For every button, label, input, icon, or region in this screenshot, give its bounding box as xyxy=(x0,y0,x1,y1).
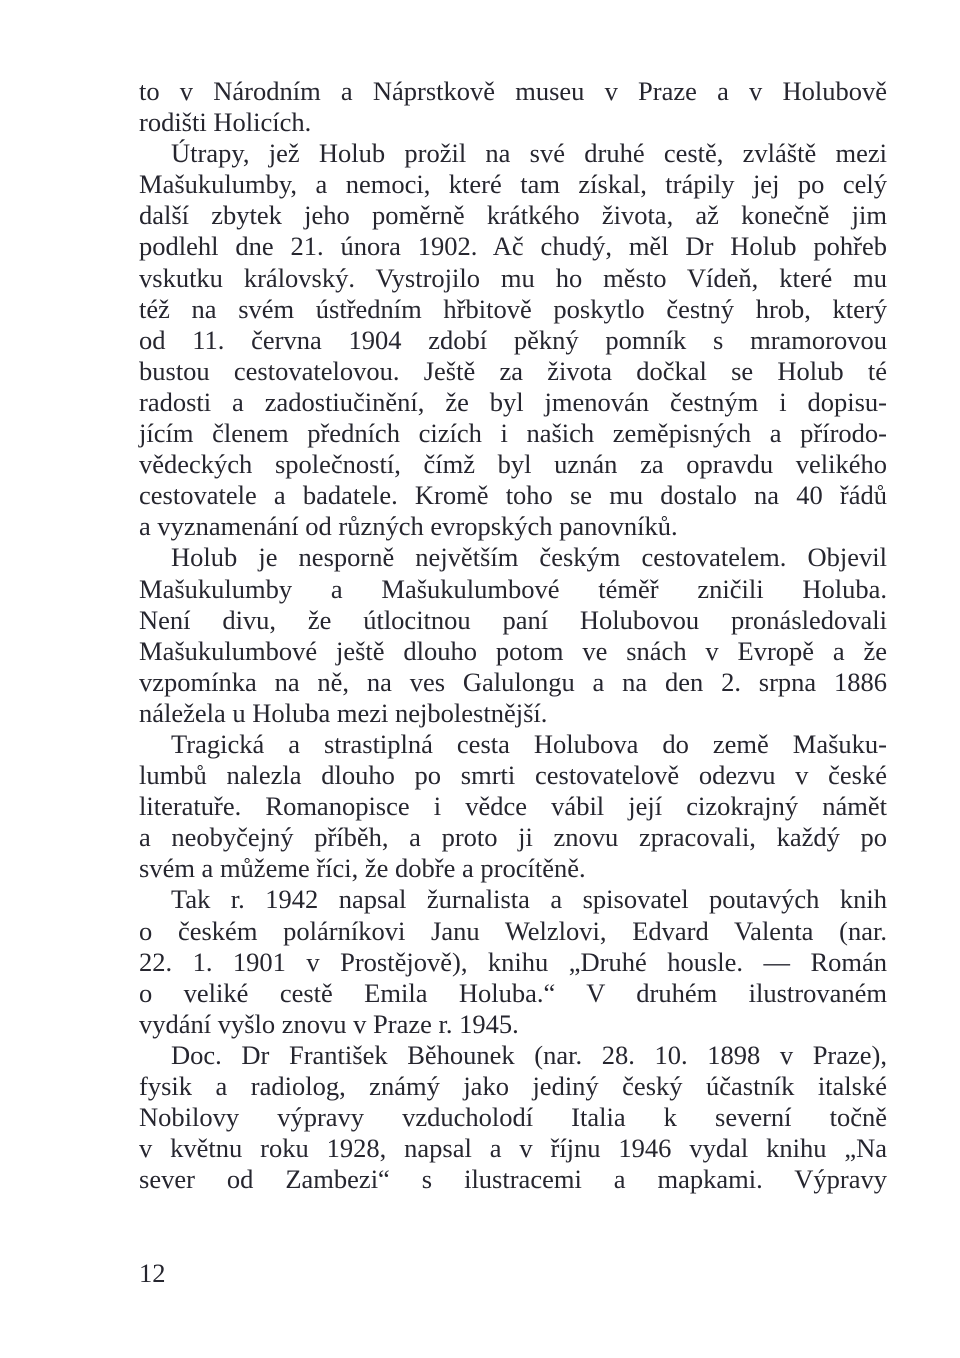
text-line: o českém polárníkovi Janu Welzlovi, Edvard Valenta (nar. xyxy=(139,915,887,946)
text-line: Útrapy, jež Holub prožil na své druhé cestě, zvláště mezi xyxy=(171,138,887,169)
text-line: sever od Zambezi“ s ilustracemi a mapkami. Výpravy xyxy=(139,1164,887,1195)
text-line: vydání vyšlo znovu v Praze r. 1945. xyxy=(139,1008,519,1039)
text-line: Doc. Dr František Běhounek (nar. 28. 10. 1898 v Praze), xyxy=(171,1039,887,1070)
text-line: to v Národním a Náprstkově museu v Praze a v Holubově xyxy=(139,76,887,106)
text-line: vskutku královský. Vystrojilo mu ho město Vídeň, které mu xyxy=(139,262,887,293)
text-line: fysik a radiolog, známý jako jediný český účastník italské xyxy=(139,1071,887,1101)
text-line: Tak r. 1942 napsal žurnalista a spisovatel poutavých knih xyxy=(171,884,887,915)
text-line: rodišti Holicích. xyxy=(139,107,312,138)
text-line: svém a můžeme říci, že dobře a procítěně. xyxy=(139,853,586,884)
text-line: Holub je nesporně největším českým cestovatelem. Objevil xyxy=(171,542,887,573)
text-line: cestovatele a badatele. Kromě toho se mu dostalo na 40 řádů xyxy=(139,480,887,511)
text-line: a vyznamenání od různých evropských panovníků. xyxy=(139,511,678,542)
text-line: též na svém ústředním hřbitově poskytlo čestný hrob, který xyxy=(139,293,887,324)
text-line: podlehl dne 21. února 1902. Ač chudý, měl Dr Holub pohřeb xyxy=(139,231,887,262)
text-line: Není divu, že útlocitnou paní Holubovou pronásledovali xyxy=(139,604,887,635)
body-text xyxy=(139,76,887,1195)
text-line: Mašukulumbové ještě dlouho potom ve snách v Evropě a že xyxy=(139,635,887,666)
text-line: Tragická a strastiplná cesta Holubova do země Mašuku- xyxy=(171,728,887,759)
text-line: vědeckých společností, čímž byl uznán za opravdu velikého xyxy=(139,449,887,480)
text-line: jícím členem předních cizích i našich zeměpisných a přírodo- xyxy=(139,418,887,449)
page-number: 12 xyxy=(139,1258,166,1288)
text-line: o veliké cestě Emila Holuba.“ V druhém ilustrovaném xyxy=(139,977,887,1008)
text-line: v květnu roku 1928, napsal a v říjnu 1946 vydal knihu „Na xyxy=(139,1133,887,1164)
text-line: lumbů nalezla dlouho po smrti cestovatelově odezvu v české xyxy=(139,760,887,791)
text-line: další zbytek jeho poměrně krátkého života, až konečně jim xyxy=(139,200,887,231)
text-line: radosti a zadostiučinění, že byl jmenován čestným i dopisu- xyxy=(139,386,887,417)
text-line: náležela u Holuba mezi nejbolestnější. xyxy=(139,697,548,728)
text-line: Nobilovy výpravy vzducholodí Italia k severní točně xyxy=(139,1102,887,1133)
text-line: Mašukulumby a Mašukulumbové téměř zničili Holuba. xyxy=(139,573,887,604)
text-line: vzpomínka na ně, na ves Galulongu a na den 2. srpna 1886 xyxy=(139,666,887,697)
text-line: literatuře. Romanopisce i vědce vábil její cizokrajný námět xyxy=(139,791,887,822)
text-line: bustou cestovatelovou. Ještě za života dočkal se Holub té xyxy=(139,355,887,386)
text-line: a neobyčejný příběh, a proto ji znovu zpracovali, každý po xyxy=(139,822,887,853)
text-line: Mašukulumby, a nemoci, které tam získal, trápily jej po celý xyxy=(139,169,887,200)
text-line: 22. 1. 1901 v Prostějově), knihu „Druhé housle. — Román xyxy=(139,946,887,977)
text-line: od 11. června 1904 zdobí pěkný pomník s mramorovou xyxy=(139,324,887,355)
